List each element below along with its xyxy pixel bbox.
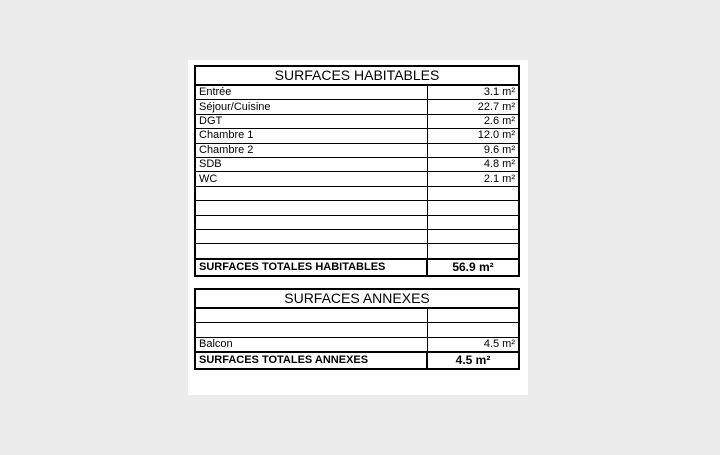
- total-row: [195, 352, 519, 369]
- table-row: [195, 129, 519, 143]
- table-row: [195, 100, 519, 114]
- table-row: [195, 157, 519, 171]
- total-row: [195, 259, 519, 276]
- annex-title: SURFACES ANNEXES: [195, 289, 519, 308]
- room-area: 4.8 m²: [427, 157, 519, 171]
- room-name: Séjour/Cuisine: [195, 100, 427, 114]
- room-area: 2.6 m²: [427, 114, 519, 128]
- annex-area: 4.5 m²: [427, 337, 519, 352]
- empty-row: [195, 215, 519, 229]
- habitable-surfaces-table: [194, 65, 520, 277]
- annex-surfaces-table: [194, 288, 520, 370]
- room-area: 3.1 m²: [427, 85, 519, 100]
- habitable-title: SURFACES HABITABLES: [195, 66, 519, 85]
- total-annex-value: 4.5 m²: [427, 352, 519, 369]
- room-name: SDB: [195, 157, 427, 171]
- empty-row: [195, 244, 519, 259]
- room-name: Entrée: [195, 85, 427, 100]
- room-name: DGT: [195, 114, 427, 128]
- surface-sheet: [188, 60, 528, 395]
- total-annex-label: SURFACES TOTALES ANNEXES: [195, 352, 427, 369]
- table-row: [195, 337, 519, 352]
- table-title-row: [195, 66, 519, 85]
- room-name: Chambre 1: [195, 129, 427, 143]
- room-area: 22.7 m²: [427, 100, 519, 114]
- table-row: [195, 172, 519, 186]
- room-area: 2.1 m²: [427, 172, 519, 186]
- table-title-row: [195, 289, 519, 308]
- room-name: WC: [195, 172, 427, 186]
- empty-row: [195, 186, 519, 200]
- room-area: 12.0 m²: [427, 129, 519, 143]
- total-habitable-value: 56.9 m²: [427, 259, 519, 276]
- table-row: [195, 143, 519, 157]
- total-habitable-label: SURFACES TOTALES HABITABLES: [195, 259, 427, 276]
- room-name: Chambre 2: [195, 143, 427, 157]
- empty-row: [195, 229, 519, 243]
- annex-name: Balcon: [195, 337, 427, 352]
- table-row: [195, 114, 519, 128]
- room-area: 9.6 m²: [427, 143, 519, 157]
- empty-row: [195, 201, 519, 215]
- empty-row: [195, 308, 519, 323]
- empty-row: [195, 323, 519, 337]
- table-row: [195, 85, 519, 100]
